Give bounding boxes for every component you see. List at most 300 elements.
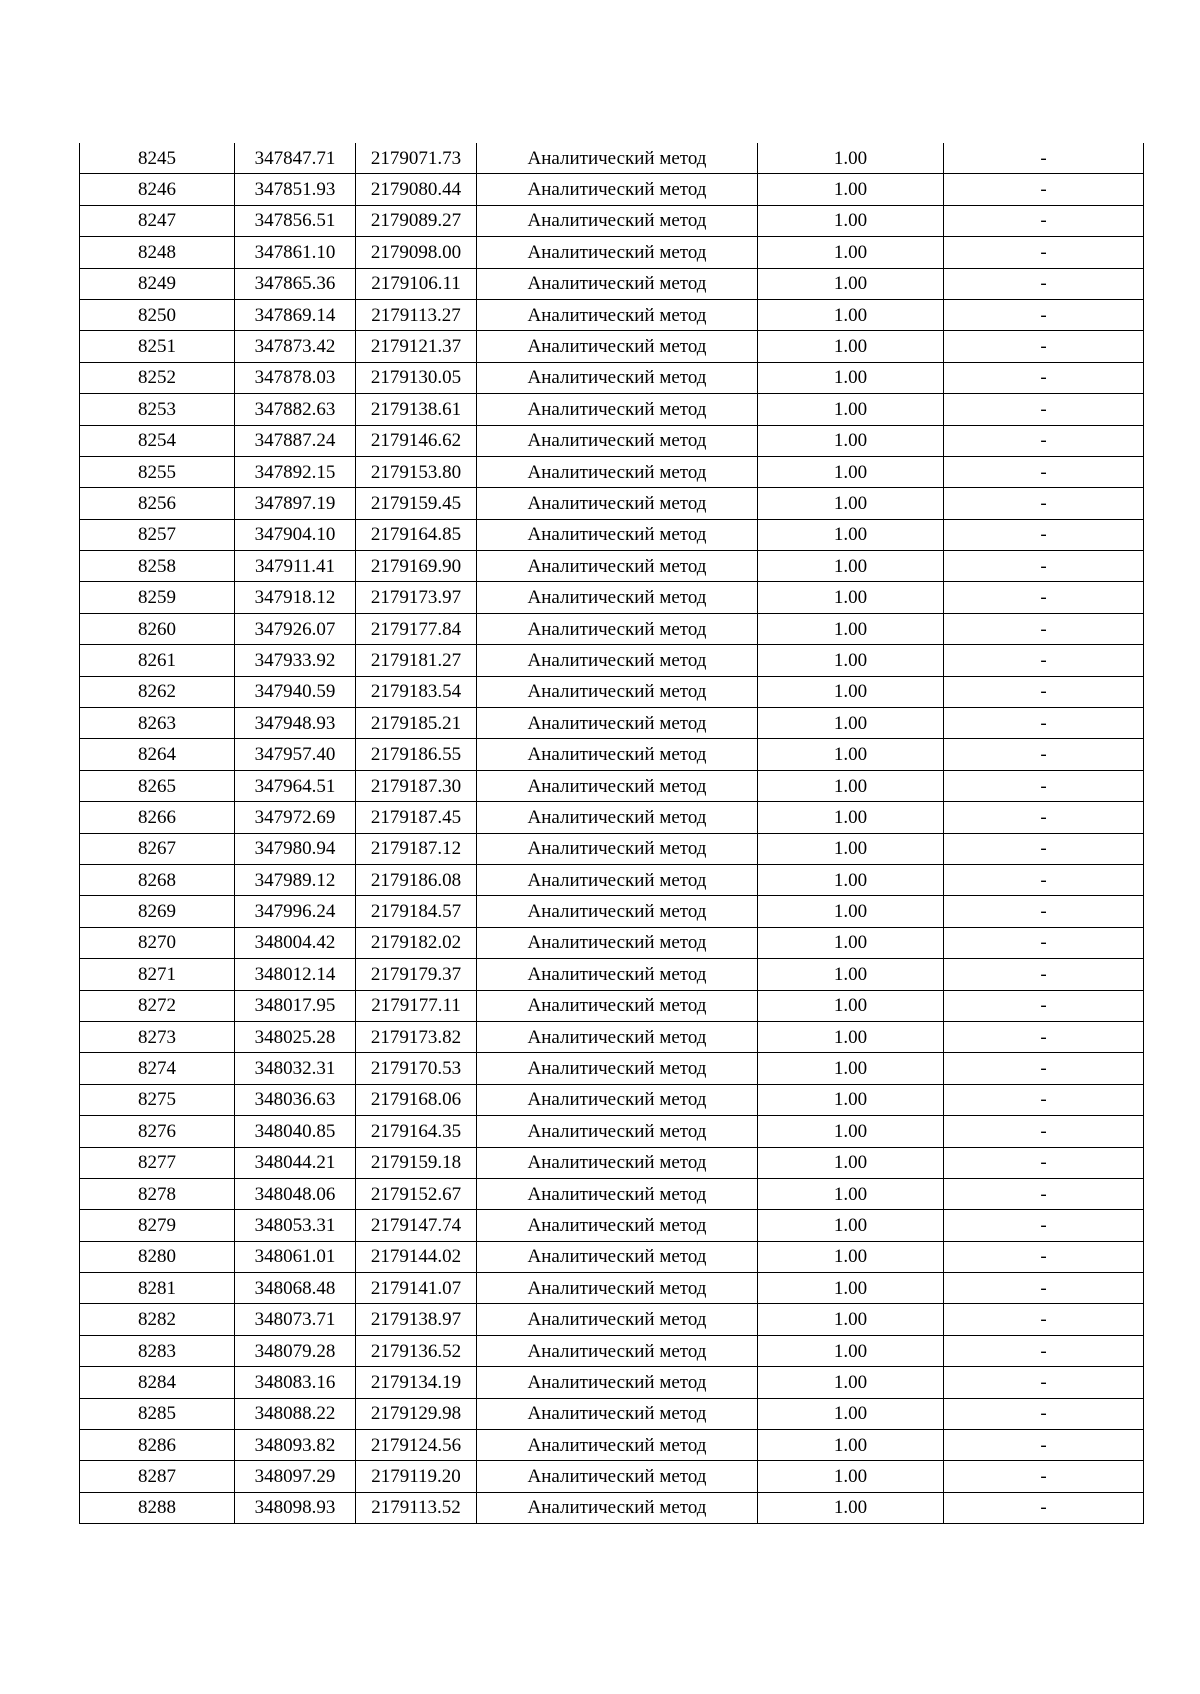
accuracy-cell: 1.00 <box>758 1210 944 1241</box>
table-row <box>80 739 1144 770</box>
description-cell: - <box>944 1492 1144 1523</box>
x-coordinate-cell: 348040.85 <box>235 1116 356 1147</box>
x-coordinate-cell: 347873.42 <box>235 331 356 362</box>
method-cell: Аналитический метод <box>477 708 758 739</box>
x-coordinate-cell: 347847.71 <box>235 143 356 174</box>
description-cell: - <box>944 362 1144 393</box>
method-cell: Аналитический метод <box>477 1178 758 1209</box>
y-coordinate-cell: 2179152.67 <box>356 1178 477 1209</box>
point-number-cell: 8250 <box>80 299 235 330</box>
method-cell: Аналитический метод <box>477 1241 758 1272</box>
x-coordinate-cell: 347869.14 <box>235 299 356 330</box>
x-coordinate-cell: 348012.14 <box>235 959 356 990</box>
method-cell: Аналитический метод <box>477 864 758 895</box>
accuracy-cell: 1.00 <box>758 1241 944 1272</box>
description-cell: - <box>944 205 1144 236</box>
point-number-cell: 8265 <box>80 770 235 801</box>
x-coordinate-cell: 348017.95 <box>235 990 356 1021</box>
table-row <box>80 582 1144 613</box>
point-number-cell: 8282 <box>80 1304 235 1335</box>
point-number-cell: 8248 <box>80 237 235 268</box>
table-row <box>80 1304 1144 1335</box>
y-coordinate-cell: 2179183.54 <box>356 676 477 707</box>
table-row <box>80 990 1144 1021</box>
x-coordinate-cell: 347940.59 <box>235 676 356 707</box>
y-coordinate-cell: 2179187.12 <box>356 833 477 864</box>
y-coordinate-cell: 2179173.82 <box>356 1021 477 1052</box>
accuracy-cell: 1.00 <box>758 1335 944 1366</box>
method-cell: Аналитический метод <box>477 990 758 1021</box>
method-cell: Аналитический метод <box>477 362 758 393</box>
accuracy-cell: 1.00 <box>758 959 944 990</box>
accuracy-cell: 1.00 <box>758 927 944 958</box>
accuracy-cell: 1.00 <box>758 1430 944 1461</box>
description-cell: - <box>944 143 1144 174</box>
description-cell: - <box>944 299 1144 330</box>
y-coordinate-cell: 2179113.52 <box>356 1492 477 1523</box>
description-cell: - <box>944 1210 1144 1241</box>
accuracy-cell: 1.00 <box>758 1084 944 1115</box>
description-cell: - <box>944 425 1144 456</box>
y-coordinate-cell: 2179186.55 <box>356 739 477 770</box>
description-cell: - <box>944 1021 1144 1052</box>
method-cell: Аналитический метод <box>477 1430 758 1461</box>
y-coordinate-cell: 2179153.80 <box>356 456 477 487</box>
method-cell: Аналитический метод <box>477 1367 758 1398</box>
y-coordinate-cell: 2179136.52 <box>356 1335 477 1366</box>
point-number-cell: 8271 <box>80 959 235 990</box>
y-coordinate-cell: 2179173.97 <box>356 582 477 613</box>
x-coordinate-cell: 347933.92 <box>235 645 356 676</box>
description-cell: - <box>944 394 1144 425</box>
method-cell: Аналитический метод <box>477 959 758 990</box>
accuracy-cell: 1.00 <box>758 739 944 770</box>
table-row <box>80 1084 1144 1115</box>
accuracy-cell: 1.00 <box>758 990 944 1021</box>
point-number-cell: 8255 <box>80 456 235 487</box>
y-coordinate-cell: 2179080.44 <box>356 174 477 205</box>
method-cell: Аналитический метод <box>477 833 758 864</box>
method-cell: Аналитический метод <box>477 1147 758 1178</box>
y-coordinate-cell: 2179089.27 <box>356 205 477 236</box>
point-number-cell: 8267 <box>80 833 235 864</box>
description-cell: - <box>944 864 1144 895</box>
table-row <box>80 519 1144 550</box>
y-coordinate-cell: 2179184.57 <box>356 896 477 927</box>
point-number-cell: 8273 <box>80 1021 235 1052</box>
method-cell: Аналитический метод <box>477 488 758 519</box>
point-number-cell: 8254 <box>80 425 235 456</box>
point-number-cell: 8252 <box>80 362 235 393</box>
table-row <box>80 676 1144 707</box>
x-coordinate-cell: 348032.31 <box>235 1053 356 1084</box>
x-coordinate-cell: 347964.51 <box>235 770 356 801</box>
accuracy-cell: 1.00 <box>758 770 944 801</box>
description-cell: - <box>944 237 1144 268</box>
method-cell: Аналитический метод <box>477 1210 758 1241</box>
x-coordinate-cell: 347856.51 <box>235 205 356 236</box>
description-cell: - <box>944 1241 1144 1272</box>
accuracy-cell: 1.00 <box>758 864 944 895</box>
table-row <box>80 551 1144 582</box>
point-number-cell: 8262 <box>80 676 235 707</box>
y-coordinate-cell: 2179098.00 <box>356 237 477 268</box>
y-coordinate-cell: 2179106.11 <box>356 268 477 299</box>
y-coordinate-cell: 2179071.73 <box>356 143 477 174</box>
y-coordinate-cell: 2179129.98 <box>356 1398 477 1429</box>
description-cell: - <box>944 990 1144 1021</box>
description-cell: - <box>944 770 1144 801</box>
x-coordinate-cell: 348093.82 <box>235 1430 356 1461</box>
y-coordinate-cell: 2179164.85 <box>356 519 477 550</box>
table-row <box>80 488 1144 519</box>
method-cell: Аналитический метод <box>477 394 758 425</box>
description-cell: - <box>944 1053 1144 1084</box>
method-cell: Аналитический метод <box>477 1304 758 1335</box>
table-row <box>80 896 1144 927</box>
table-row <box>80 613 1144 644</box>
point-number-cell: 8275 <box>80 1084 235 1115</box>
accuracy-cell: 1.00 <box>758 645 944 676</box>
accuracy-cell: 1.00 <box>758 519 944 550</box>
description-cell: - <box>944 896 1144 927</box>
table-row <box>80 174 1144 205</box>
y-coordinate-cell: 2179113.27 <box>356 299 477 330</box>
method-cell: Аналитический метод <box>477 456 758 487</box>
description-cell: - <box>944 519 1144 550</box>
y-coordinate-cell: 2179119.20 <box>356 1461 477 1492</box>
method-cell: Аналитический метод <box>477 237 758 268</box>
accuracy-cell: 1.00 <box>758 362 944 393</box>
table-row <box>80 362 1144 393</box>
table-row <box>80 425 1144 456</box>
point-number-cell: 8259 <box>80 582 235 613</box>
method-cell: Аналитический метод <box>477 1053 758 1084</box>
method-cell: Аналитический метод <box>477 268 758 299</box>
point-number-cell: 8276 <box>80 1116 235 1147</box>
method-cell: Аналитический метод <box>477 1335 758 1366</box>
table-row <box>80 1241 1144 1272</box>
x-coordinate-cell: 347972.69 <box>235 802 356 833</box>
table-row <box>80 1335 1144 1366</box>
method-cell: Аналитический метод <box>477 802 758 833</box>
point-number-cell: 8278 <box>80 1178 235 1209</box>
table-row <box>80 833 1144 864</box>
method-cell: Аналитический метод <box>477 1461 758 1492</box>
accuracy-cell: 1.00 <box>758 488 944 519</box>
point-number-cell: 8245 <box>80 143 235 174</box>
description-cell: - <box>944 959 1144 990</box>
method-cell: Аналитический метод <box>477 896 758 927</box>
x-coordinate-cell: 347878.03 <box>235 362 356 393</box>
accuracy-cell: 1.00 <box>758 708 944 739</box>
description-cell: - <box>944 1367 1144 1398</box>
accuracy-cell: 1.00 <box>758 237 944 268</box>
description-cell: - <box>944 456 1144 487</box>
accuracy-cell: 1.00 <box>758 1178 944 1209</box>
accuracy-cell: 1.00 <box>758 394 944 425</box>
method-cell: Аналитический метод <box>477 143 758 174</box>
point-number-cell: 8246 <box>80 174 235 205</box>
point-number-cell: 8266 <box>80 802 235 833</box>
point-number-cell: 8258 <box>80 551 235 582</box>
y-coordinate-cell: 2179182.02 <box>356 927 477 958</box>
y-coordinate-cell: 2179124.56 <box>356 1430 477 1461</box>
table-row <box>80 1398 1144 1429</box>
y-coordinate-cell: 2179144.02 <box>356 1241 477 1272</box>
accuracy-cell: 1.00 <box>758 299 944 330</box>
x-coordinate-cell: 347911.41 <box>235 551 356 582</box>
x-coordinate-cell: 348088.22 <box>235 1398 356 1429</box>
y-coordinate-cell: 2179181.27 <box>356 645 477 676</box>
description-cell: - <box>944 331 1144 362</box>
description-cell: - <box>944 613 1144 644</box>
method-cell: Аналитический метод <box>477 205 758 236</box>
table-row <box>80 708 1144 739</box>
accuracy-cell: 1.00 <box>758 833 944 864</box>
y-coordinate-cell: 2179138.97 <box>356 1304 477 1335</box>
point-number-cell: 8269 <box>80 896 235 927</box>
x-coordinate-cell: 348044.21 <box>235 1147 356 1178</box>
accuracy-cell: 1.00 <box>758 143 944 174</box>
x-coordinate-cell: 348004.42 <box>235 927 356 958</box>
table-row <box>80 205 1144 236</box>
accuracy-cell: 1.00 <box>758 1461 944 1492</box>
point-number-cell: 8277 <box>80 1147 235 1178</box>
table-row <box>80 299 1144 330</box>
y-coordinate-cell: 2179185.21 <box>356 708 477 739</box>
y-coordinate-cell: 2179170.53 <box>356 1053 477 1084</box>
table-row <box>80 1147 1144 1178</box>
method-cell: Аналитический метод <box>477 174 758 205</box>
point-number-cell: 8247 <box>80 205 235 236</box>
point-number-cell: 8253 <box>80 394 235 425</box>
description-cell: - <box>944 739 1144 770</box>
table-row <box>80 1178 1144 1209</box>
description-cell: - <box>944 676 1144 707</box>
accuracy-cell: 1.00 <box>758 268 944 299</box>
accuracy-cell: 1.00 <box>758 456 944 487</box>
description-cell: - <box>944 1273 1144 1304</box>
table-row <box>80 864 1144 895</box>
accuracy-cell: 1.00 <box>758 205 944 236</box>
point-number-cell: 8263 <box>80 708 235 739</box>
x-coordinate-cell: 347904.10 <box>235 519 356 550</box>
y-coordinate-cell: 2179141.07 <box>356 1273 477 1304</box>
x-coordinate-cell: 348036.63 <box>235 1084 356 1115</box>
x-coordinate-cell: 347980.94 <box>235 833 356 864</box>
table-row <box>80 1367 1144 1398</box>
y-coordinate-cell: 2179169.90 <box>356 551 477 582</box>
point-number-cell: 8251 <box>80 331 235 362</box>
y-coordinate-cell: 2179130.05 <box>356 362 477 393</box>
x-coordinate-cell: 347948.93 <box>235 708 356 739</box>
method-cell: Аналитический метод <box>477 1021 758 1052</box>
x-coordinate-cell: 347926.07 <box>235 613 356 644</box>
method-cell: Аналитический метод <box>477 927 758 958</box>
point-number-cell: 8274 <box>80 1053 235 1084</box>
y-coordinate-cell: 2179187.30 <box>356 770 477 801</box>
point-number-cell: 8285 <box>80 1398 235 1429</box>
x-coordinate-cell: 347861.10 <box>235 237 356 268</box>
y-coordinate-cell: 2179147.74 <box>356 1210 477 1241</box>
method-cell: Аналитический метод <box>477 582 758 613</box>
y-coordinate-cell: 2179179.37 <box>356 959 477 990</box>
point-number-cell: 8257 <box>80 519 235 550</box>
x-coordinate-cell: 348061.01 <box>235 1241 356 1272</box>
table-row <box>80 1461 1144 1492</box>
table-row <box>80 268 1144 299</box>
y-coordinate-cell: 2179168.06 <box>356 1084 477 1115</box>
y-coordinate-cell: 2179146.62 <box>356 425 477 456</box>
description-cell: - <box>944 1147 1144 1178</box>
x-coordinate-cell: 347989.12 <box>235 864 356 895</box>
point-number-cell: 8279 <box>80 1210 235 1241</box>
accuracy-cell: 1.00 <box>758 1304 944 1335</box>
point-number-cell: 8270 <box>80 927 235 958</box>
coordinates-table-body <box>80 143 1144 1524</box>
table-row <box>80 959 1144 990</box>
accuracy-cell: 1.00 <box>758 1021 944 1052</box>
x-coordinate-cell: 348048.06 <box>235 1178 356 1209</box>
point-number-cell: 8288 <box>80 1492 235 1523</box>
method-cell: Аналитический метод <box>477 1084 758 1115</box>
x-coordinate-cell: 348025.28 <box>235 1021 356 1052</box>
x-coordinate-cell: 347996.24 <box>235 896 356 927</box>
method-cell: Аналитический метод <box>477 676 758 707</box>
y-coordinate-cell: 2179159.45 <box>356 488 477 519</box>
method-cell: Аналитический метод <box>477 1273 758 1304</box>
accuracy-cell: 1.00 <box>758 331 944 362</box>
accuracy-cell: 1.00 <box>758 1147 944 1178</box>
description-cell: - <box>944 582 1144 613</box>
accuracy-cell: 1.00 <box>758 174 944 205</box>
description-cell: - <box>944 1335 1144 1366</box>
table-row <box>80 456 1144 487</box>
method-cell: Аналитический метод <box>477 299 758 330</box>
accuracy-cell: 1.00 <box>758 613 944 644</box>
accuracy-cell: 1.00 <box>758 896 944 927</box>
x-coordinate-cell: 348068.48 <box>235 1273 356 1304</box>
x-coordinate-cell: 347865.36 <box>235 268 356 299</box>
point-number-cell: 8286 <box>80 1430 235 1461</box>
method-cell: Аналитический метод <box>477 1492 758 1523</box>
description-cell: - <box>944 833 1144 864</box>
accuracy-cell: 1.00 <box>758 582 944 613</box>
table-row <box>80 331 1144 362</box>
table-row <box>80 802 1144 833</box>
point-number-cell: 8260 <box>80 613 235 644</box>
accuracy-cell: 1.00 <box>758 1053 944 1084</box>
table-row <box>80 1492 1144 1523</box>
accuracy-cell: 1.00 <box>758 1367 944 1398</box>
accuracy-cell: 1.00 <box>758 425 944 456</box>
table-row <box>80 1430 1144 1461</box>
table-row <box>80 1210 1144 1241</box>
x-coordinate-cell: 347957.40 <box>235 739 356 770</box>
accuracy-cell: 1.00 <box>758 1398 944 1429</box>
x-coordinate-cell: 348053.31 <box>235 1210 356 1241</box>
table-row <box>80 143 1144 174</box>
point-number-cell: 8256 <box>80 488 235 519</box>
y-coordinate-cell: 2179164.35 <box>356 1116 477 1147</box>
method-cell: Аналитический метод <box>477 770 758 801</box>
point-number-cell: 8284 <box>80 1367 235 1398</box>
point-number-cell: 8281 <box>80 1273 235 1304</box>
x-coordinate-cell: 347851.93 <box>235 174 356 205</box>
accuracy-cell: 1.00 <box>758 802 944 833</box>
description-cell: - <box>944 551 1144 582</box>
x-coordinate-cell: 348098.93 <box>235 1492 356 1523</box>
y-coordinate-cell: 2179187.45 <box>356 802 477 833</box>
description-cell: - <box>944 1398 1144 1429</box>
method-cell: Аналитический метод <box>477 1398 758 1429</box>
accuracy-cell: 1.00 <box>758 676 944 707</box>
description-cell: - <box>944 1178 1144 1209</box>
point-number-cell: 8272 <box>80 990 235 1021</box>
x-coordinate-cell: 347897.19 <box>235 488 356 519</box>
description-cell: - <box>944 1304 1144 1335</box>
description-cell: - <box>944 1461 1144 1492</box>
x-coordinate-cell: 347918.12 <box>235 582 356 613</box>
x-coordinate-cell: 348079.28 <box>235 1335 356 1366</box>
method-cell: Аналитический метод <box>477 613 758 644</box>
description-cell: - <box>944 268 1144 299</box>
method-cell: Аналитический метод <box>477 331 758 362</box>
method-cell: Аналитический метод <box>477 645 758 676</box>
table-row <box>80 237 1144 268</box>
point-number-cell: 8264 <box>80 739 235 770</box>
x-coordinate-cell: 347892.15 <box>235 456 356 487</box>
description-cell: - <box>944 174 1144 205</box>
description-cell: - <box>944 927 1144 958</box>
point-number-cell: 8249 <box>80 268 235 299</box>
point-number-cell: 8268 <box>80 864 235 895</box>
y-coordinate-cell: 2179186.08 <box>356 864 477 895</box>
description-cell: - <box>944 645 1144 676</box>
point-number-cell: 8261 <box>80 645 235 676</box>
y-coordinate-cell: 2179138.61 <box>356 394 477 425</box>
method-cell: Аналитический метод <box>477 1116 758 1147</box>
accuracy-cell: 1.00 <box>758 1273 944 1304</box>
table-row <box>80 1273 1144 1304</box>
y-coordinate-cell: 2179177.11 <box>356 990 477 1021</box>
accuracy-cell: 1.00 <box>758 1492 944 1523</box>
accuracy-cell: 1.00 <box>758 1116 944 1147</box>
table-row <box>80 394 1144 425</box>
y-coordinate-cell: 2179177.84 <box>356 613 477 644</box>
point-number-cell: 8280 <box>80 1241 235 1272</box>
method-cell: Аналитический метод <box>477 519 758 550</box>
y-coordinate-cell: 2179134.19 <box>356 1367 477 1398</box>
accuracy-cell: 1.00 <box>758 551 944 582</box>
table-row <box>80 645 1144 676</box>
x-coordinate-cell: 347882.63 <box>235 394 356 425</box>
description-cell: - <box>944 708 1144 739</box>
description-cell: - <box>944 1430 1144 1461</box>
table-row <box>80 927 1144 958</box>
description-cell: - <box>944 802 1144 833</box>
x-coordinate-cell: 347887.24 <box>235 425 356 456</box>
description-cell: - <box>944 1084 1144 1115</box>
point-number-cell: 8287 <box>80 1461 235 1492</box>
table-row <box>80 1116 1144 1147</box>
table-row <box>80 1053 1144 1084</box>
method-cell: Аналитический метод <box>477 425 758 456</box>
x-coordinate-cell: 348083.16 <box>235 1367 356 1398</box>
method-cell: Аналитический метод <box>477 739 758 770</box>
table-row <box>80 1021 1144 1052</box>
